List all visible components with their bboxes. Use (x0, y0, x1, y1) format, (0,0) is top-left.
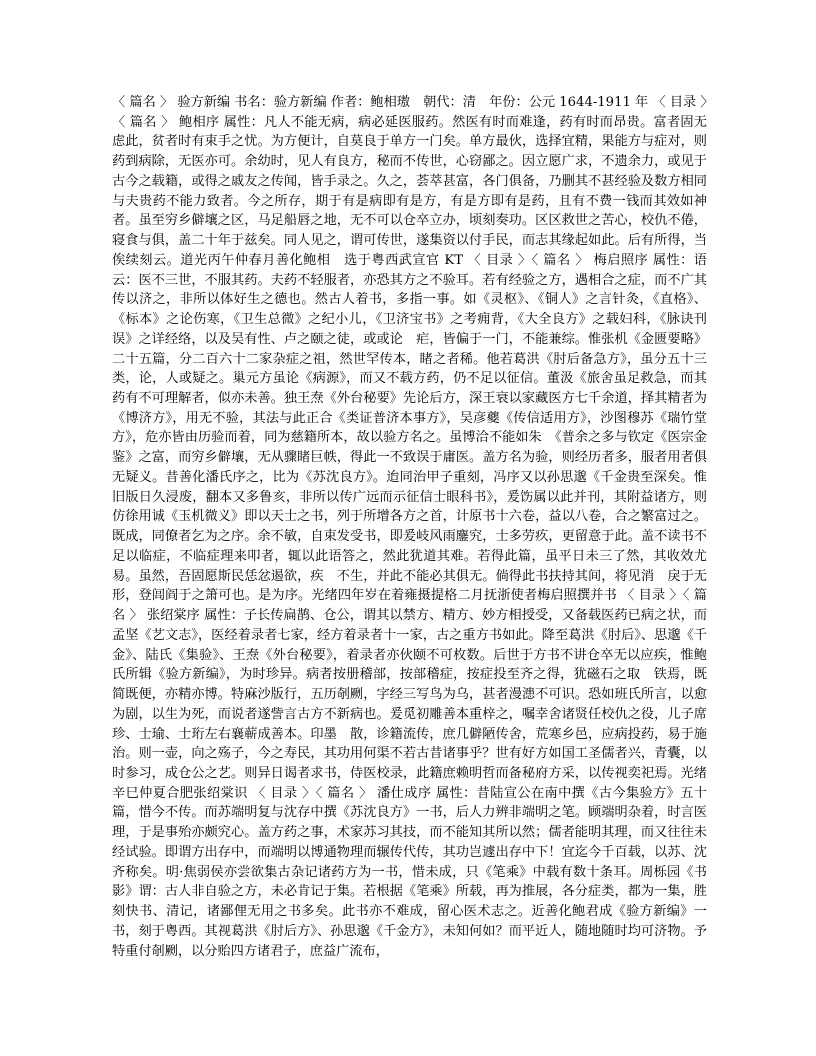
document-body (112, 93, 707, 961)
document-paragraph: 〈 篇名 〉 验方新编 书名：验方新编 作者：鲍相璈 朝代：清 年份：公元 1644-1911 年 〈 目录 〉〈 篇名 〉 鲍相序 属性：凡人不能无病，病必延医服药。然医有时而难逢，药有时而昂贵。富者固无虑此，贫者时有束手之忧。为方便计，自莫良于单方一门矣。单方最伙，选择宜精，果能方与症对，则药到病除，无医亦可。余幼时，见人有良方，秘而不传世，心窃鄙之。因立愿广求，不遗余力，或见于古今之载籍，或得之戚友之传闻，皆手录之。久之，荟萃甚富，各门俱备，乃删其不甚经验及数方相同与夫贵药不能力致者。今之所存，期于有是病即有是方，有是方即有是药，且有不费一钱而其效如神者。虽至穷乡僻壤之区，马足船唇之地，无不可以仓卒立办，顷刻奏功。区区救世之苦心，校仇不倦，寝食与俱，盖二十年于兹矣。同人见之，谓可传世，遂集资以付手民，而志其缘起如此。后有所得，当俟续刻云。道光丙午仲春月善化鲍相 选于粤西武宣官 KT 〈 目录 〉〈 篇名 〉 梅启照序 属性：语云：医不三世，不服其药。夫药不轻服者，亦恐其方之不验耳。若有经验之方，遇相合之症，而不广其传以济之，非所以体好生之德也。然古人着书，多指一事。如《灵枢》、《铜人》之言针灸，《直格》、《标本》之论伤寒，《卫生总微》之纪小儿，《卫济宝书》之考痈背，《大全良方》之载妇科，《脉诀刊误》之详经络，以及吴有性、卢之颐之徒，或或论 疟，皆偏于一门，不能兼综。惟张机《金匮要略》二十五篇，分二百六十二家杂症之祖，然世罕传本，睹之者稀。他若葛洪《肘后备急方》，虽分五十三类，论，人或疑之。巢元方虽论《病源》，而又不载方药，仍不足以征信。董汲《旅舍虽足救急，而其药有不可理解者，似亦未善。独王焘《外台秘要》先论后方，深王衰以家藏医方七千余道，择其精者为《博济方》，用无不验，其法与此正合《类证普济本事方》，吴彦夔《传信适用方》，沙图穆苏《瑞竹堂方》，危亦皆由历验而着，同为慈籍所本，故以验方名之。虽博洽不能如朱 《普余之多与钦定《医宗金鉴》之富，而穷乡僻壤，无从骤睹巨帙，得此一不致误于庸医。盖方名为验，则经历者多，服者用者俱无疑义。昔善化潘氏序之，比为《苏沈良方》。迨同治甲子重刻，冯序又以孙思邈《千金贵至深矣。惟旧版日久浸废，翻本又多鲁亥，非所以传广远而示征信士眼科书》，爰饬属以此并刊，其附益诸方，则仿徐用诚《玉机微义》即以天士之书，列于所增各方之首，计原书十六卷，益以八卷，合之繁富过之。既成，同僚者乞为之序。余不敏，自束发受书，即爰岐风雨鏖究，士多劳疚，更留意于此。盖不读书不足以临症，不临症理来叩者，辄以此语答之，然此犹道其难。若得此篇，虽平日未三了然，其收效尤易。虽然，吾固愿斯民恁忿遏欲，疾 不生，并此不能必其俱无。倘得此书扶持其间，将见消 戾于无形，登闾阎于之箫可也。是为序。光绪四年岁在着雍摄提格二月抚浙使者梅启照撰并书 〈 目录 〉〈 篇名 〉 张绍棠序 属性：子长传扁鹊、仓公，谓其以禁方、精方、妙方相授受，又备载医药已病之状，而孟坚《艺文志》，医经着录者七家，经方着录者十一家，古之重方书如此。降至葛洪《肘后》、思邈《千金》、陆氏《集验》、王焘《外台秘要》，着录者亦伙颐不可枚数。后世于方书不讲仓卒无以应疾，惟鲍氏所辑《验方新编》，为时珍异。病者按册稽部，按部稽症，按症投至齐之得，犹磁石之取 铁焉，既简既便，亦精亦博。特麻沙版行，五历剞劂，字经三写鸟为乌，甚者漫漶不可识。恐如班氏所言，以愈为剧，以生为死，而说者遂訾言古方不新病也。爰觅初雕善本重梓之，嘱幸舍诸贤任校仇之役，儿子席珍、士瑜、士珩左右襄蕲成善本。印墨 散，诊籍流传，庶几僻陋传舍，荒寒乡邑，应病投药，易于施治。则一壶，向之殇子，今之寿民，其功用何渠不若古昔诸事乎？世有好方如国工圣儒者兴，青囊，以时参习，成仓公之艺。则异日谒者求书，侍医校录，此籍庶赖明哲而备秘府方采，以传视奕祀焉。光绪辛巳仲夏合肥张绍棠识 〈 目录 〉〈 篇名 〉 潘仕成序 属性：昔陆宣公在南中撰《古今集验方》五十篇，惜今不传。而苏端明复与沈存中撰《苏沈良方》一书，后人力辨非端明之笔。顾端明杂着，时言医理，于是事殆亦颇究心。盖方药之事，术家苏习其技，而不能知其所以然；儒者能明其理，而又往往未经试验。即谓方出存中，而端明以博通物理而辗传代传，其功岂遽出存中下！宜迄今千百载，以苏、沈齐称矣。明·焦弱侯亦尝欲集古杂记诸药方为一书，惜未成，只《笔乘》中载有数十条耳。周栎园《书影》谓：古人非自验之方，未必肯记于集。若根据《笔乘》所载，再为推展，各分症类，都为一集，胜刻快书、清记，诸鄙俚无用之书多矣。此书亦不难成，留心医术志之。近善化鲍君成《验方新编》一书，刻于粤西。其视葛洪《肘后方》、孙思邈《千金方》，未知何如？而平近人，随地随时均可济物。予特重付剞劂，以分贻四方诸君子，庶益广流布， (112, 95, 707, 959)
